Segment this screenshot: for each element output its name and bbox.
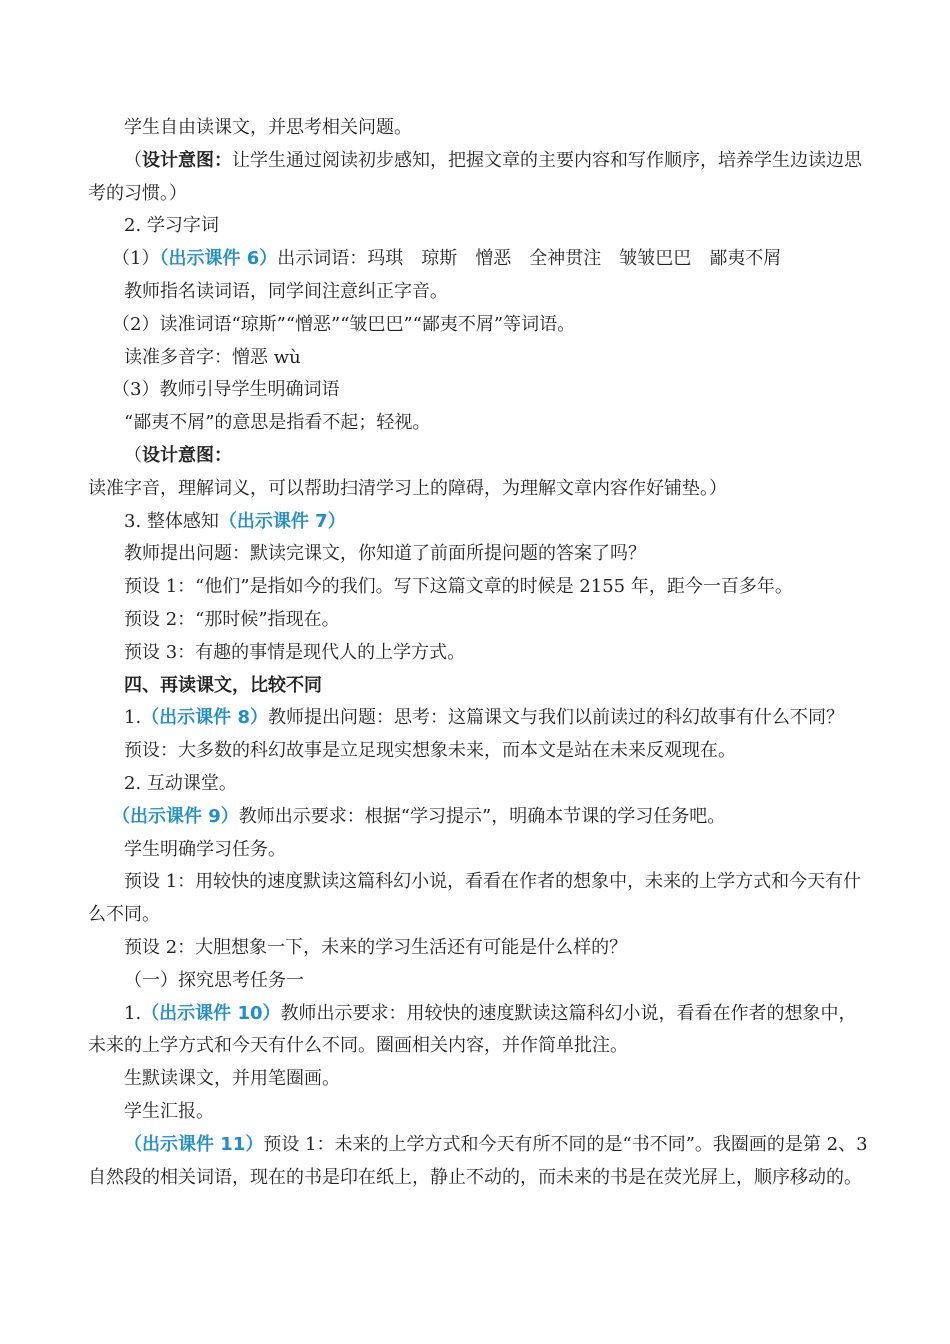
paragraph: （出示课件 11）预设 1：未来的上学方式和今天有所不同的是“书不同”。我圈画的是第 2、3 自然段的相关词语，现在的书是印在纸上，静止不动的，而未来的书是在荧光屏上，顺序移动的。 [88, 1133, 868, 1188]
lesson-plan-body [88, 112, 870, 1194]
paragraph: 1.（出示课件 10）教师出示要求：用较快的速度默读这篇科幻小说，看看在作者的想象中，未来的上学方式和今天有什么不同。圈画相关内容，并作简单批注。 [88, 1002, 857, 1057]
paragraph: “鄙夷不屑”的意思是指看不起；轻视。 [124, 412, 431, 434]
courseware-link-8[interactable]: （出示课件 8） [141, 707, 268, 729]
paragraph: 生默读课文，并用笔圈画。 [124, 1068, 340, 1090]
paragraph: 预设 3：有趣的事情是现代人的上学方式。 [124, 641, 466, 663]
paragraph: （出示课件 9）教师出示要求：根据“学习提示”，明确本节课的学习任务吧。 [112, 805, 726, 827]
paragraph: 预设 1：用较快的速度默读这篇科幻小说，看看在作者的想象中，未来的上学方式和今天有什么不同。 [88, 871, 862, 926]
paragraph: （3）教师引导学生明确词语 [112, 379, 340, 401]
paragraph: 预设 2：“那时候”指现在。 [124, 608, 340, 630]
courseware-link-6[interactable]: （出示课件 6） [159, 248, 278, 270]
paragraph: 预设 1：“他们”是指如今的我们。写下这篇文章的时候是 2155 年，距今一百多年。 [124, 576, 793, 598]
paragraph: 1.（出示课件 8）教师提出问题：思考：这篇课文与我们以前读过的科幻故事有什么不同？ [124, 707, 844, 729]
paragraph: 预设：大多数的科幻故事是立足现实想象未来，而本文是站在未来反观现在。 [124, 740, 736, 762]
section-heading: 四、再读课文，比较不同 [124, 674, 322, 696]
paragraph: 学生汇报。 [124, 1100, 214, 1122]
paragraph: 学生明确学习任务。 [124, 838, 286, 860]
paragraph: 学生自由读课文，并思考相关问题。 [124, 117, 412, 138]
design-intent-note: （设计意图：让学生通过阅读初步感知，把握文章的主要内容和写作顺序，培养学生边读边思考的习惯。） [88, 149, 862, 204]
design-intent-note: （设计意图：读准字音，理解词义，可以帮助扫清学习上的障碍，为理解文章内容作好铺垫。） [88, 444, 727, 499]
courseware-link-9[interactable]: （出示课件 9） [112, 805, 239, 827]
courseware-link-11[interactable]: （出示课件 11） [124, 1133, 264, 1155]
design-intent-label: 设计意图： [142, 444, 232, 466]
paragraph: （1）（出示课件 6）出示词语：玛琪 琼斯 憎恶 全神贯注 皱皱巴巴 鄙夷不屑 [112, 248, 782, 270]
subsection-title: （一）探究思考任务一 [124, 969, 304, 991]
paragraph: 读准多音字：憎恶 wù [124, 346, 301, 368]
section-title: 2. 学习字词 [124, 215, 219, 237]
paragraph: （2）读准词语“琼斯”“憎恶”“皱巴巴”“鄙夷不屑”等词语。 [112, 313, 576, 335]
courseware-link-10[interactable]: （出示课件 10） [141, 1002, 281, 1024]
section-title: 3. 整体感知（出示课件 7） [124, 510, 346, 532]
design-intent-label: 设计意图： [142, 149, 232, 171]
paragraph: 教师提出问题：默读完课文，你知道了前面所提问题的答案了吗？ [124, 543, 646, 565]
paragraph: 2. 互动课堂。 [124, 772, 237, 794]
paragraph: 教师指名读词语，同学间注意纠正字音。 [124, 280, 448, 302]
courseware-link-7[interactable]: （出示课件 7） [218, 510, 346, 532]
paragraph: 预设 2：大胆想象一下，未来的学习生活还有可能是什么样的？ [124, 936, 628, 958]
